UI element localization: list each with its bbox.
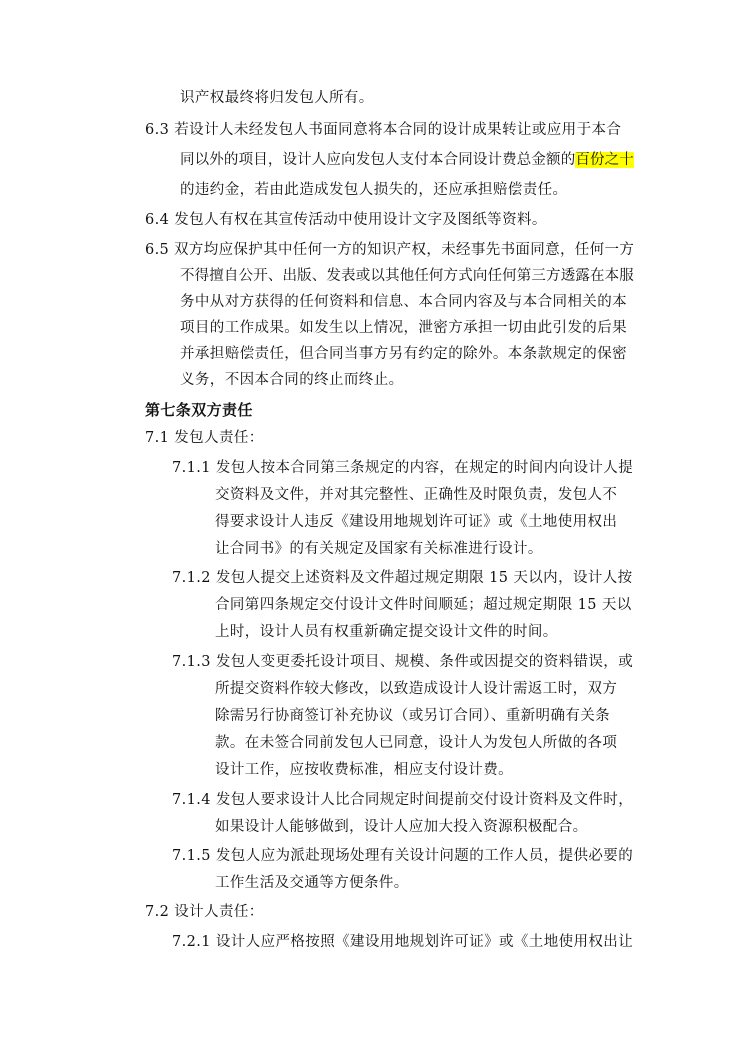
paragraph-6-3-line3: 的违约金，若由此造成发包人损失的，还应承担赔偿责任。 (180, 182, 568, 198)
paragraph-6-5-line5: 并承担赔偿责任，但合同当事方另有约定的除外。本条款规定的保密 (180, 346, 627, 362)
paragraph-6-5-line2: 不得擅自公开、出版、发表或以其他任何方式向任何第三方透露在本服 (180, 268, 634, 284)
clause-7-1-4-line1: 7.1.4 发包人要求设计人比合同规定时间提前交付设计资料及文件时， (172, 792, 634, 808)
clause-7-1-2-line1: 7.1.2 发包人提交上述资料及文件超过规定期限 15 天以内，设计人按 (172, 570, 633, 586)
clause-7-1-3-line3: 除需另行协商签订补充协议（或另订合同）、重新明确有关条 (215, 708, 611, 724)
paragraph-6-4: 6.4 发包人有权在其宣传活动中使用设计文字及图纸等资料。 (145, 212, 547, 228)
clause-7-1-5-line1: 7.1.5 发包人应为派赴现场处理有关设计问题的工作人员，提供必要的 (172, 848, 634, 864)
section-7-2: 7.2 设计人责任： (145, 904, 264, 920)
section-7-1: 7.1 发包人责任： (145, 430, 264, 446)
paragraph-6-3-text: 同以外的项目，设计人应向发包人支付本合同设计费总金额的 (180, 152, 576, 168)
clause-7-1-2-line3: 上时，设计人员有权重新确定提交设计文件的时间。 (215, 624, 558, 640)
clause-7-1-4-line2: 如果设计人能够做到，设计人应加大投入资源积极配合。 (215, 819, 588, 835)
clause-7-1-3-line1: 7.1.3 发包人变更委托设计项目、规模、条件或因提交的资料错误，或 (172, 654, 634, 670)
clause-7-2-1-line1: 7.2.1 设计人应严格按照《建设用地规划许可证》或《土地使用权出让 (172, 934, 634, 950)
clause-7-1-3-line2: 所提交资料作较大修改，以致造成设计人设计需返工时，双方 (215, 681, 618, 697)
clause-7-1-1-line4: 让合同书》的有关规定及国家有关标准进行设计。 (215, 541, 543, 557)
clause-7-1-3-line5: 设计工作，应按收费标准，相应支付设计费。 (215, 762, 513, 778)
paragraph-6-3-line1: 6.3 若设计人未经发包人书面同意将本合同的设计成果转让或应用于本合 (145, 122, 622, 138)
paragraph-6-2-tail: 识产权最终将归发包人所有。 (180, 90, 374, 106)
clause-7-1-1-line2: 交资料及文件，并对其完整性、正确性及时限负责，发包人不 (215, 487, 618, 503)
paragraph-6-5-line3: 务中从对方获得的任何资料和信息、本合同内容及与本合同相关的本 (180, 294, 627, 310)
article-7-title: 第七条双方责任 (145, 401, 253, 419)
clause-7-1-1-line1: 7.1.1 发包人按本合同第三条规定的内容，在规定的时间内向设计人提 (172, 460, 634, 476)
paragraph-6-5-line6: 义务，不因本合同的终止而终止。 (180, 372, 404, 388)
highlighted-text: 百份之十 (575, 152, 634, 168)
clause-7-1-5-line2: 工作生活及交通等方便条件。 (215, 875, 409, 891)
clause-7-1-2-line2: 合同第四条规定交付设计文件时间顺延；超过规定期限 15 天以 (215, 597, 632, 613)
clause-7-1-3-line4: 款。在未签合同前发包人已同意，设计人为发包人所做的各项 (215, 735, 618, 751)
clause-7-1-1-line3: 得要求设计人违反《建设用地规划许可证》或《土地使用权出 (215, 514, 618, 530)
paragraph-6-3-line2 (180, 150, 634, 170)
paragraph-6-5-line1: 6.5 双方均应保护其中任何一方的知识产权，未经事先书面同意，任何一方 (145, 242, 635, 258)
paragraph-6-5-line4: 项目的工作成果。如发生以上情况，泄密方承担一切由此引发的后果 (180, 320, 627, 336)
